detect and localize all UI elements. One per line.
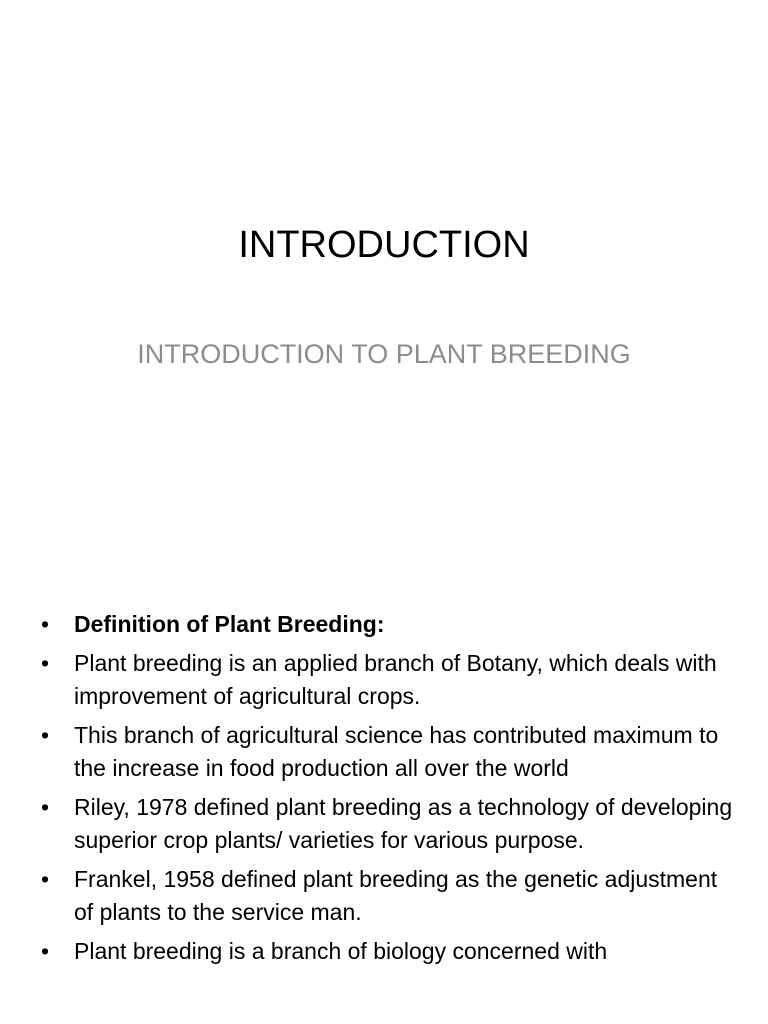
bullet-icon: • — [41, 937, 50, 964]
bullet-text: Frankel, 1958 defined plant breeding as the genetic adjustment of plants to the service man. — [74, 865, 718, 925]
slide-subtitle: INTRODUCTION TO PLANT BREEDING — [137, 339, 631, 369]
bullet-text: Plant breeding is an applied branch of Botany, which deals with improvement of agricultural crops. — [74, 649, 717, 709]
slide-title: INTRODUCTION — [238, 224, 530, 266]
bullet-text: Plant breeding is a branch of biology concerned with — [74, 937, 608, 964]
bullet-item — [40, 647, 740, 714]
bullet-list — [40, 608, 740, 973]
bullet-icon: • — [41, 721, 50, 748]
bullet-text: This branch of agricultural science has contributed maximum to the increase in food production all over the world — [74, 721, 719, 781]
bullet-item — [40, 935, 740, 969]
bullet-item — [40, 719, 740, 786]
bullet-icon: • — [41, 611, 50, 637]
bullet-text: Definition of Plant Breeding: — [74, 611, 385, 637]
bullet-icon: • — [41, 865, 50, 892]
bullet-item-definition-heading — [40, 608, 740, 642]
bullet-icon: • — [41, 649, 50, 676]
bullet-item — [40, 863, 740, 930]
bullet-item — [40, 791, 740, 858]
bullet-icon: • — [41, 793, 50, 820]
bullet-text: Riley, 1978 defined plant breeding as a technology of developing superior crop plants/ varieties for various purpose. — [74, 793, 733, 853]
